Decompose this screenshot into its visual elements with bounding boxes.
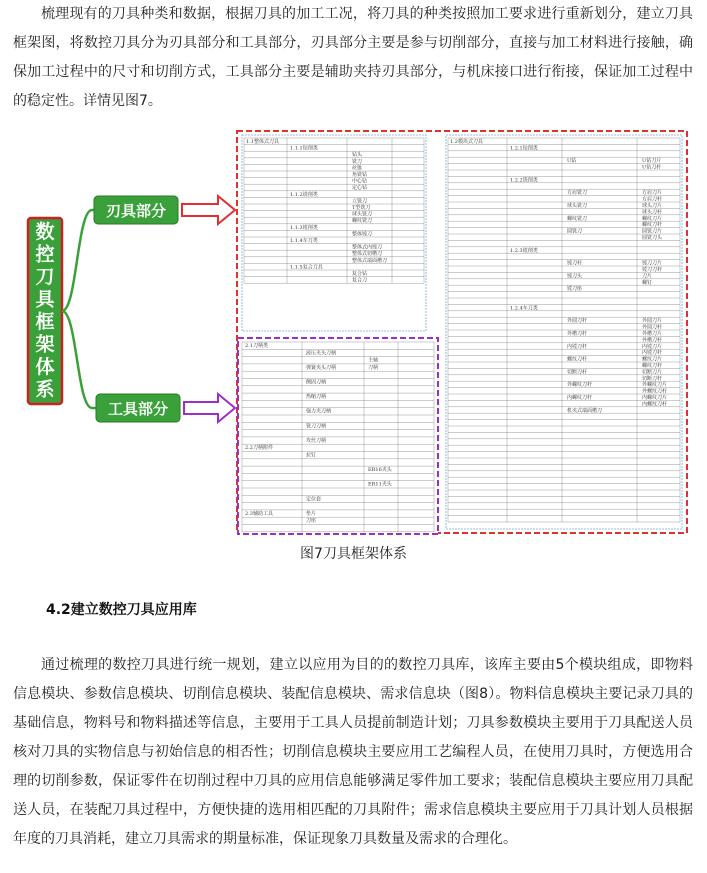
tool-framework-figure — [22, 126, 702, 538]
table-cell: 拉钉 — [306, 452, 317, 459]
table-cell: 内镗刀片 — [642, 343, 663, 350]
table-cell: 定心钻 — [352, 185, 368, 192]
table-cell: 主轴 — [368, 357, 379, 364]
table-cell: 立铣刀 — [352, 198, 368, 205]
table-cell: 钻头 — [352, 152, 363, 159]
table-cell: 外圆刀杆 — [642, 324, 663, 331]
table-group-label: 1.2.2铣削类 — [510, 177, 538, 184]
table-cell: 内螺纹刀杆 — [567, 395, 593, 401]
table-title: 1.2模块式刀具 — [450, 139, 483, 145]
table-cell: 角铣钻 — [352, 172, 368, 178]
table-cell: 螺纹刀片 — [642, 356, 663, 363]
table-cell: 内螺纹刀片 — [642, 395, 668, 401]
tool-group-frame — [238, 338, 438, 534]
table-cell: 复合刀 — [352, 277, 368, 284]
table-cell: 热缩刀柄 — [306, 394, 327, 401]
table-cell: 外螺纹刀杆 — [642, 388, 668, 395]
table-cell: 外槽刀片 — [642, 331, 663, 337]
table-cell: 球头刀片 — [642, 203, 663, 209]
table-group-label: 1.1.2铣削类 — [290, 191, 318, 198]
table-cell: 内镗刀杆 — [567, 343, 588, 350]
table-cell: 整体式端面槽刀 — [352, 257, 388, 264]
tree-connector — [62, 210, 92, 311]
table-group-label: 1.1.4车刀类 — [290, 238, 318, 244]
table-cell: 整体镗刀 — [352, 231, 373, 238]
table-cell: 螺纹刀杆 — [567, 356, 588, 363]
table-cell: 球头铣刀 — [352, 211, 373, 218]
table-cell: 圆铣刀片 — [642, 228, 663, 235]
table-cell: 方肩刀杆 — [642, 196, 663, 203]
table-cell: 刀座 — [306, 518, 317, 525]
table-cell: 球头刀杆 — [642, 209, 663, 216]
table-group-label: 1.1.5复合刀具 — [290, 264, 323, 271]
intro-paragraph: 梳理现有的刀具种类和数据，根据刀具的加工工况，将刀具的种类按照加工要求进行重新划分，建立刀具框架图，将数控刀具分为刃具部分和工具部分，刃具部分主要是参与切削部分，直接与加工材料进行接触，确保加工过程中的尺寸和切削方式，工具部分主要是辅助夹持刃具部分，与机床接口进行衔接，保证加工过程中的稳定性。详情见图7。 — [13, 6, 693, 109]
table-cell: 强力夹刀柄 — [306, 408, 332, 415]
table-cell: 切断刀片 — [642, 369, 663, 376]
table-group-label: 1.1.3镗削类 — [290, 224, 318, 231]
table-title: 1.1整体式刀具 — [246, 139, 279, 145]
table-group-label: 1.2.3镗削类 — [510, 247, 538, 254]
root-label: 数控刀具框架体系 — [35, 221, 55, 401]
table-cell: 机夹式端面槽刀 — [567, 407, 603, 414]
section-heading: 4.2建立数控刀具应用库 — [46, 602, 197, 618]
table-cell: 液压夹头刀柄 — [306, 350, 337, 357]
table-cell: 外槽刀杆 — [642, 337, 663, 344]
tool-arrow — [184, 394, 235, 422]
table-title: 2.1刀柄类 — [245, 343, 268, 349]
tool-branch-label: 工具部分 — [107, 400, 169, 418]
table-cell: 螺纹刀片 — [642, 215, 663, 222]
table-cell: 外螺纹刀杆 — [567, 382, 593, 389]
figure-caption: 图7刀具框架体系 — [300, 546, 407, 562]
table-cell: 切断刀杆 — [567, 369, 588, 376]
table-cell: 刀柄 — [368, 364, 379, 371]
table-cell: 圆铣刀 — [567, 228, 583, 235]
table-cell: 中心钻 — [352, 178, 368, 185]
table-cell: 镗刀刀杆 — [642, 267, 663, 273]
table-cell: 镗刀座 — [567, 286, 583, 293]
table-cell: 螺纹刀杆 — [642, 363, 663, 369]
blade-branch-label: 刃具部分 — [105, 202, 167, 220]
table-cell: T型铣刀 — [352, 205, 371, 211]
table-cell: 丝锥 — [352, 165, 363, 172]
table-cell: 螺钉 — [642, 279, 653, 286]
table-cell: 整体式内镗刀 — [352, 244, 383, 251]
table-cell: 侧固刀柄 — [306, 379, 327, 386]
table-cell: 螺纹刀杆 — [642, 222, 663, 229]
table-cell: 铣刀刀柄 — [306, 423, 327, 430]
table-cell: 攻丝刀柄 — [306, 437, 327, 444]
table-cell: 方肩刀片 — [642, 190, 663, 197]
table-cell: 球头铣刀 — [567, 203, 588, 209]
table-cell: ER16夹头 — [368, 467, 392, 474]
table-cell: U钻刀杆 — [642, 164, 662, 171]
table-cell: 弹簧夹头刀柄 — [306, 364, 337, 371]
table-group-label: 2.3辅助工具 — [245, 510, 273, 517]
table-cell: U钻 — [567, 158, 577, 165]
table-group-label: 1.2.4车刀类 — [510, 305, 538, 312]
table-group-label: 2.2刀柄附件 — [245, 445, 273, 452]
table-cell: 复合钻 — [352, 271, 368, 277]
table-cell: 内镗刀杆 — [642, 350, 663, 357]
library-paragraph: 通过梳理的数控刀具进行统一规划，建立以应用为目的的数控刀具库，该库主要由5个模块组成，即物料信息模块、参数信息模块、切削信息模块、装配信息模块、需求信息块（图8）。物料信息模块主要记录刀具的基础信息，物料号和物料描述等信息，主要用于工具人员提前制造计划；刀具参数模块主要用于刀具配送人员核对刀具的实物信息与初始信息的相否性；切削信息模块主要应用工艺编程人员，在使用刀具时，方便选用合理的切削参数，保证零件在切削过程中刀具的应用信息能够满足零件加工要求；装配信息模块主要应用刀具配送人员，在装配刀具过程中，方便快捷的选用相匹配的刀具附件；需求信息模块主要应用于刀具计划人员根据年度的刀具消耗，建立刀具需求的期量标准，保证现象刀具数量及需求的合理化。 — [13, 657, 693, 847]
table-cell: 镗刀杆 — [567, 260, 583, 267]
table-cell: 螺纹铣刀 — [352, 218, 373, 225]
table-cell: U钻刀片 — [642, 158, 662, 165]
table-cell: 外槽刀杆 — [567, 331, 588, 337]
blade-table-modular — [448, 138, 680, 522]
table-cell: 内螺纹刀杆 — [642, 401, 668, 408]
table-cell: 外圆刀片 — [642, 318, 663, 325]
blade-arrow — [182, 196, 235, 224]
table-cell: 外螺纹刀片 — [642, 382, 668, 389]
table-cell: 镗刀头 — [567, 273, 583, 280]
table-cell: 切断刀杆 — [642, 375, 663, 382]
table-cell: 刀片 — [642, 273, 653, 280]
table-cell: 铣刀 — [352, 158, 363, 165]
table-cell: ER11夹头 — [368, 481, 392, 488]
table-cell: 外圆刀杆 — [567, 318, 588, 325]
table-group-label: 1.2.1钻削类 — [510, 145, 538, 152]
table-cell: 镗刀刀片 — [642, 260, 663, 267]
table-cell: 圆铣刀头 — [642, 235, 663, 241]
table-cell: 整体式切槽刀 — [352, 251, 383, 258]
table-cell: 方肩铣刀 — [567, 190, 588, 197]
table-cell: 螺纹铣刀 — [567, 215, 588, 222]
table-cell: 定位套 — [306, 496, 322, 503]
table-cell: 垫片 — [306, 510, 317, 517]
tree-connector — [62, 311, 92, 408]
table-group-label: 1.1.1钻削类 — [290, 145, 318, 152]
